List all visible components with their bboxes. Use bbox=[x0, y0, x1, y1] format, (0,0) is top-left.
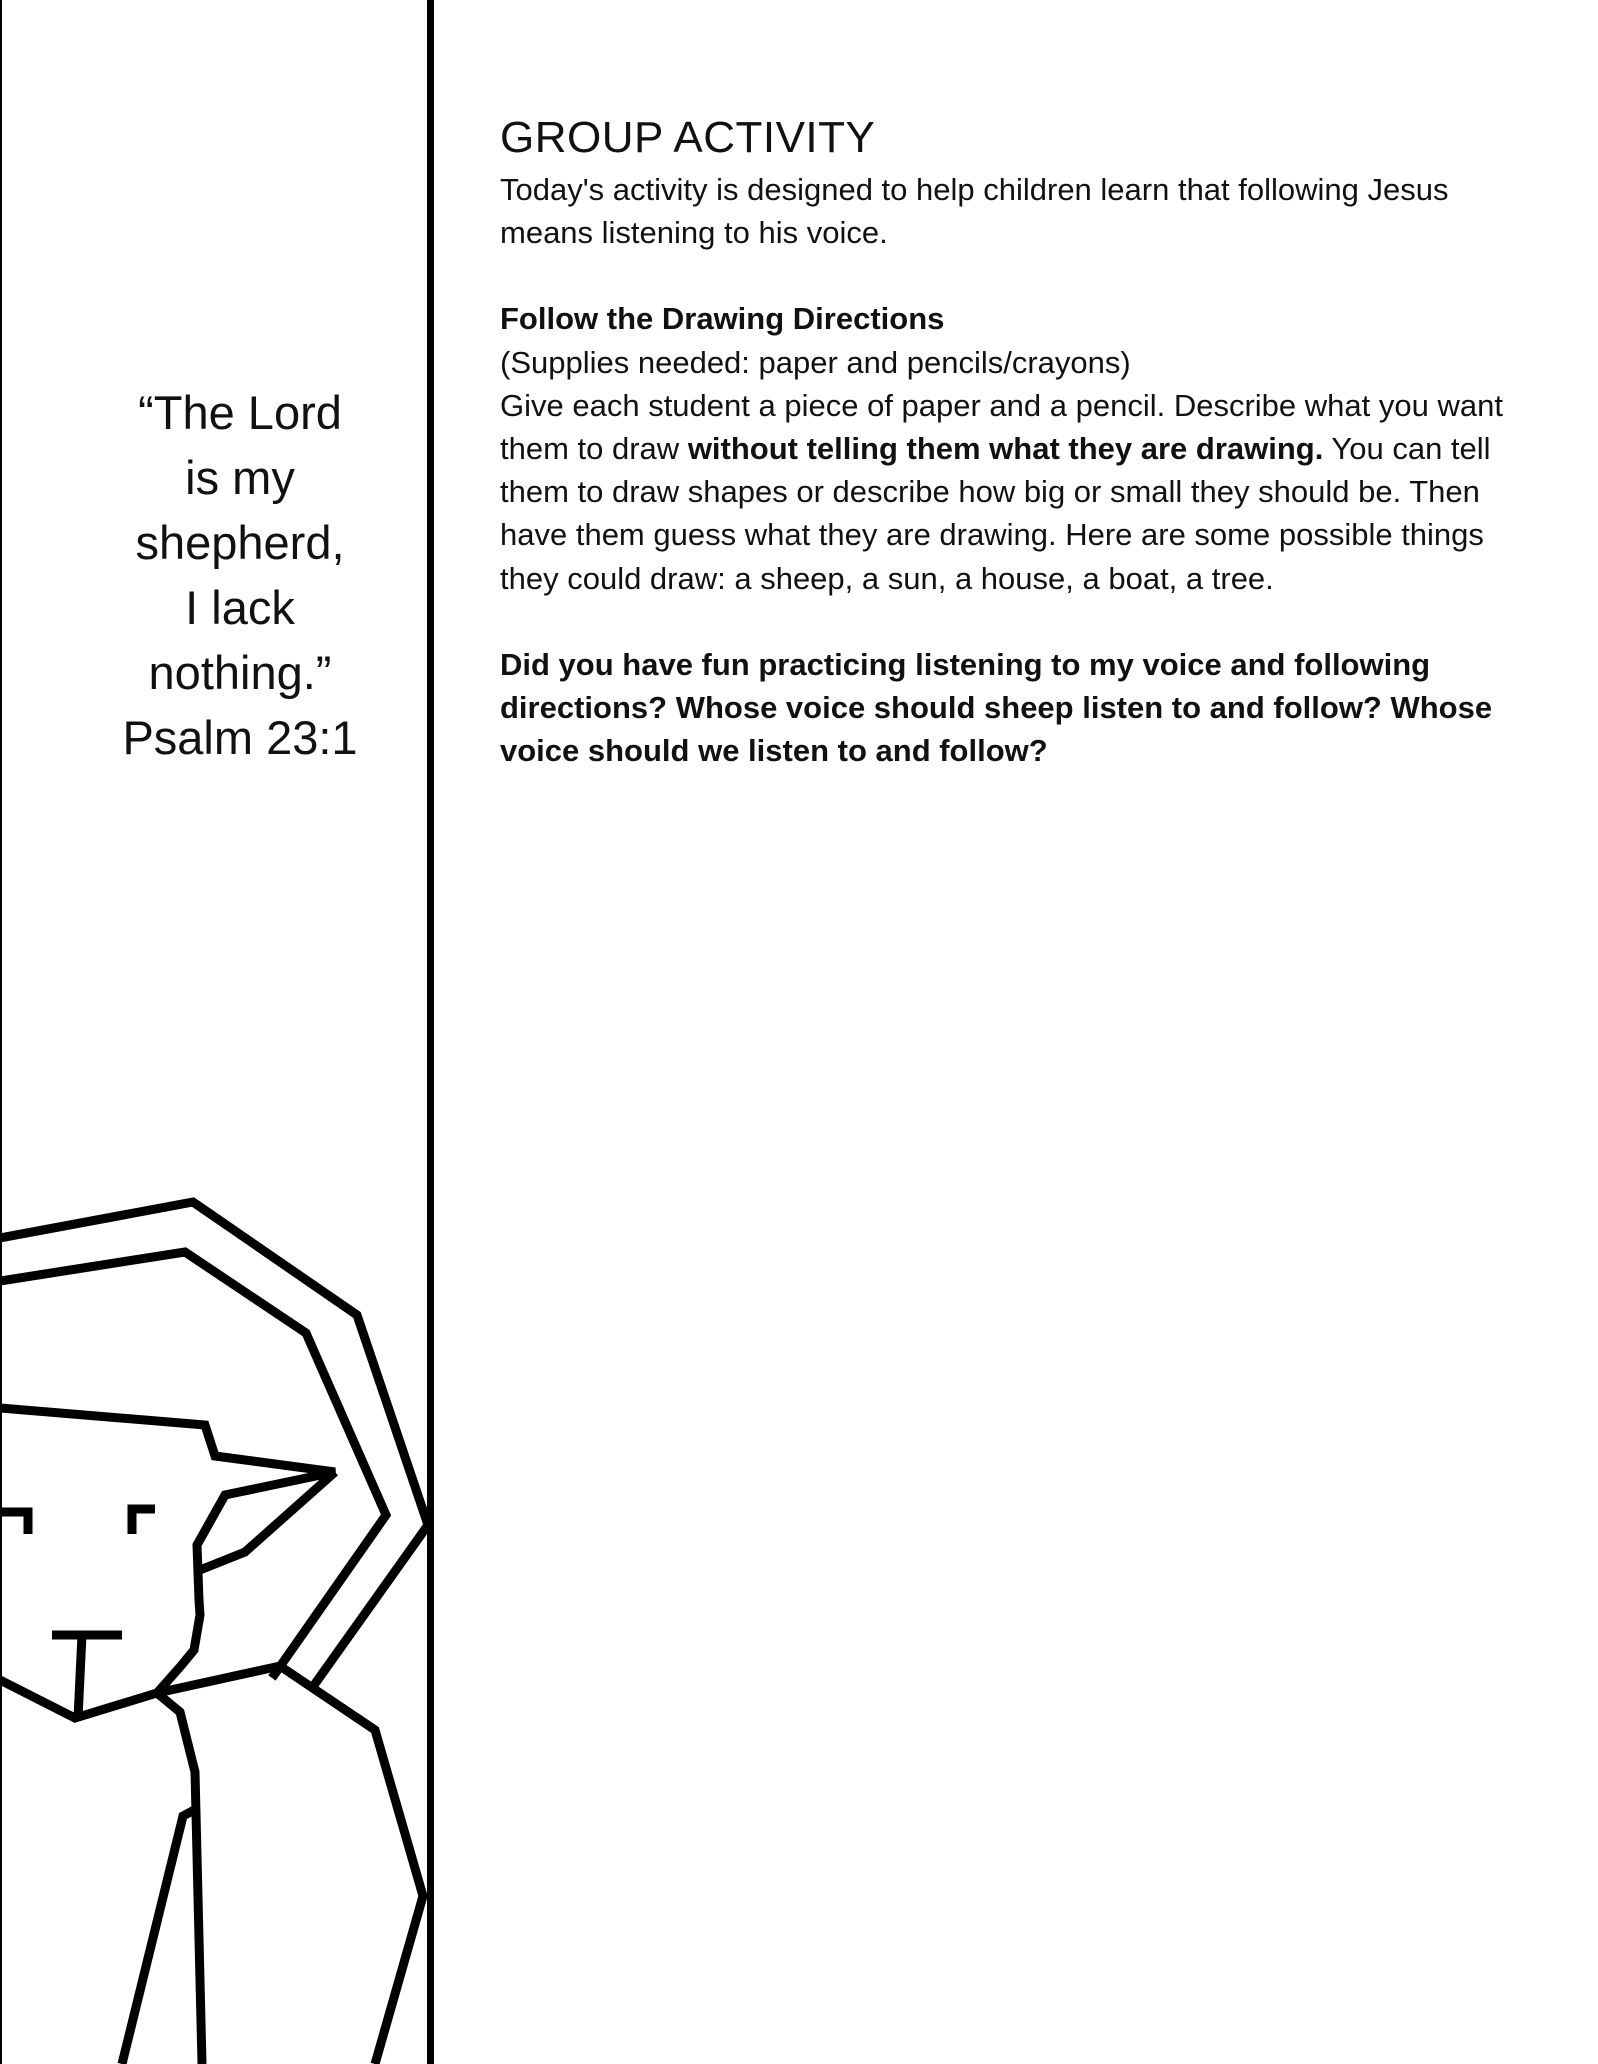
column-divider bbox=[427, 0, 434, 2064]
verse-line: I lack bbox=[185, 581, 295, 634]
verse-line: is my bbox=[185, 451, 295, 504]
verse-line: “The Lord bbox=[138, 386, 342, 439]
supplies-note: (Supplies needed: paper and pencils/crayons) bbox=[500, 344, 1131, 380]
sheep-icon bbox=[0, 0, 434, 2064]
instructions-paragraph bbox=[500, 384, 1510, 600]
verse-reference: Psalm 23:1 bbox=[122, 711, 358, 764]
activity-heading: GROUP ACTIVITY bbox=[500, 113, 876, 162]
instructions-emphasis: without telling them what they are drawing. bbox=[687, 431, 1324, 467]
verse-line: shepherd, bbox=[135, 516, 345, 569]
instructions-text: Give each student a piece of paper and a pencil. Describe what you want them to draw bbox=[500, 387, 1503, 467]
activity-intro: Today's activity is designed to help children learn that following Jesus means listening to his voice. bbox=[500, 172, 1449, 251]
scripture-verse bbox=[90, 380, 390, 770]
instructions-text: You can tell them to draw shapes or describe how big or small they should be. Then have them guess what they are drawing. Here are some possible things they could draw: a sheep, a sun, a house, a boat, a tree. bbox=[500, 431, 1491, 596]
discussion-questions: Did you have fun practicing listening to my voice and following directions? Whose voice should sheep listen to and follow? Whose voice should we listen to and follow? bbox=[500, 646, 1493, 769]
section-title: Follow the Drawing Directions bbox=[500, 301, 945, 337]
activity-section bbox=[500, 108, 1510, 772]
verse-line: nothing.” bbox=[148, 646, 332, 699]
